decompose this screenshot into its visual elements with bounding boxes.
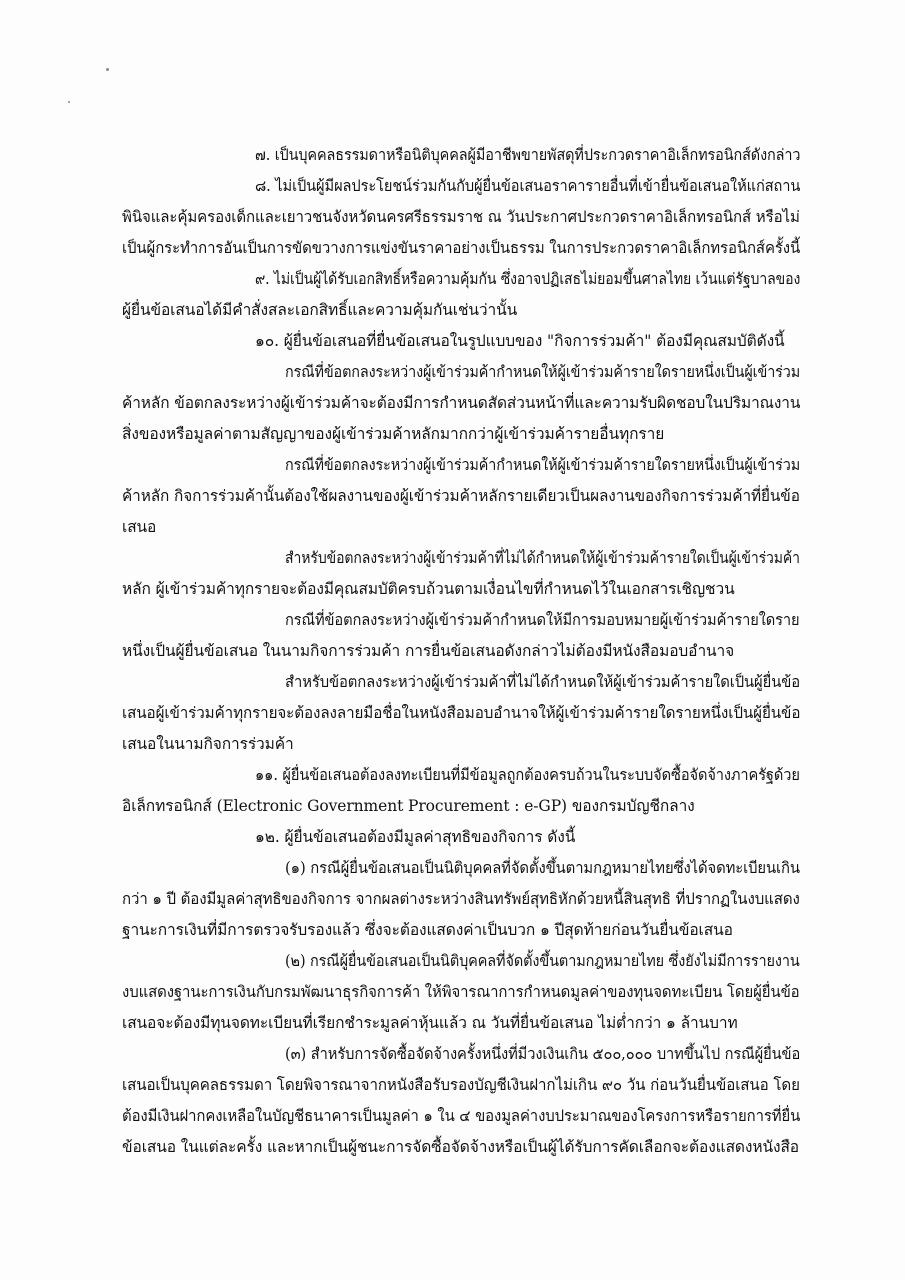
text-line: ต้องมีเงินฝากคงเหลือในบัญชีธนาคารเป็นมูลค่า ๑ ใน ๔ ของมูลค่างบประมาณของโครงการหรือรายการที่ยื่น xyxy=(122,1107,801,1125)
text-line: (๓) สำหรับการจัดซื้อจัดจ้างครั้งหนึ่งที่มีวงเงินเกิน ๕๐๐,๐๐๐ บาทขึ้นไป กรณีผู้ยื่นข้อ xyxy=(285,1045,801,1063)
text-line: ๑๒. ผู้ยื่นข้อเสนอต้องมีมูลค่าสุทธิของกิจการ ดังนี้ xyxy=(255,828,576,846)
text-line: (๒) กรณีผู้ยื่นข้อเสนอเป็นนิติบุคคลที่จัดตั้งขึ้นตามกฎหมายไทย ซึ่งยังไม่มีการรายงาน xyxy=(285,952,800,970)
text-line: ค้าหลัก กิจการร่วมค้านั้นต้องใช้ผลงานของผู้เข้าร่วมค้าหลักรายเดียวเป็นผลงานของกิจการร่วมค้าที่ยื่นข้อ xyxy=(122,487,800,505)
text-line: (๑) กรณีผู้ยื่นข้อเสนอเป็นนิติบุคคลที่จัดตั้งขึ้นตามกฎหมายไทยซึ่งได้จดทะเบียนเกิน xyxy=(285,859,800,877)
text-line: เป็นผู้กระทำการอันเป็นการขัดขวางการแข่งขันราคาอย่างเป็นธรรม ในการประกวดราคาอิเล็กทรอนิกส์ครั้งนี้ xyxy=(122,239,801,257)
text-line: เสนอผู้เข้าร่วมค้าทุกรายจะต้องลงลายมือชื่อในหนังสือมอบอำนาจให้ผู้เข้าร่วมค้ารายใดรายหนึ่งเป็นผู้ยื่นข้อ xyxy=(122,704,801,722)
text-line: สำหรับข้อตกลงระหว่างผู้เข้าร่วมค้าที่ไม่ได้กำหนดให้ผู้เข้าร่วมค้ารายใดเป็นผู้ยื่นข้อ xyxy=(285,673,800,691)
text-line: หนึ่งเป็นผู้ยื่นข้อเสนอ ในนามกิจการร่วมค้า การยื่นข้อเสนอดังกล่าวไม่ต้องมีหนังสือมอบอำนาจ xyxy=(122,642,735,660)
text-line: ฐานะการเงินที่มีการตรวจรับรองแล้ว ซึ่งจะต้องแสดงค่าเป็นบวก ๑ ปีสุดท้ายก่อนวันยื่นข้อเสนอ xyxy=(122,921,733,939)
text-line: กรณีที่ข้อตกลงระหว่างผู้เข้าร่วมค้ากำหนดให้มีการมอบหมายผู้เข้าร่วมค้ารายใดราย xyxy=(285,611,800,629)
text-line: ข้อเสนอ ในแต่ละครั้ง และหากเป็นผู้ชนะการจัดซื้อจัดจ้างหรือเป็นผู้ได้รับการคัดเลือกจะต้องแสดงหนังสือ xyxy=(122,1138,800,1156)
text-line: ค้าหลัก ข้อตกลงระหว่างผู้เข้าร่วมค้าจะต้องมีการกำหนดสัดส่วนหน้าที่และความรับผิดชอบในปริมาณงาน xyxy=(122,394,801,412)
text-line: อิเล็กทรอนิกส์ (Electronic Government Procurement : e-GP) ของกรมบัญชีกลาง xyxy=(122,797,695,815)
text-line: ๘. ไม่เป็นผู้มีผลประโยชน์ร่วมกันกับผู้ยื่นข้อเสนอราคารายอื่นที่เข้ายื่นข้อเสนอให้แก่สถาน xyxy=(255,177,801,195)
text-line: กรณีที่ข้อตกลงระหว่างผู้เข้าร่วมค้ากำหนดให้ผู้เข้าร่วมค้ารายใดรายหนึ่งเป็นผู้เข้าร่วม xyxy=(285,456,801,474)
text-line: งบแสดงฐานะการเงินกับกรมพัฒนาธุรกิจการค้า ให้พิจารณาการกำหนดมูลค่าของทุนจดทะเบียน โดยผู้ยื่นข้อ xyxy=(122,983,800,1001)
scan-speck xyxy=(68,101,70,103)
text-line: เสนอจะต้องมีทุนจดทะเบียนที่เรียกชำระมูลค่าหุ้นแล้ว ณ วันที่ยื่นข้อเสนอ ไม่ต่ำกว่า ๑ ล้านบาท xyxy=(122,1014,738,1032)
text-line: สำหรับข้อตกลงระหว่างผู้เข้าร่วมค้าที่ไม่ได้กำหนดให้ผู้เข้าร่วมค้ารายใดเป็นผู้เข้าร่วมค้า xyxy=(285,549,800,567)
text-line: ๑๐. ผู้ยื่นข้อเสนอที่ยื่นข้อเสนอในรูปแบบของ "กิจการร่วมค้า" ต้องมีคุณสมบัติดังนี้ xyxy=(255,332,785,350)
text-line: ๗. เป็นบุคคลธรรมดาหรือนิติบุคคลผู้มีอาชีพขายพัสดุที่ประกวดราคาอิเล็กทรอนิกส์ดังกล่าว xyxy=(255,146,801,164)
text-line: เสนอในนามกิจการร่วมค้า xyxy=(122,735,294,753)
text-line: กรณีที่ข้อตกลงระหว่างผู้เข้าร่วมค้ากำหนดให้ผู้เข้าร่วมค้ารายใดรายหนึ่งเป็นผู้เข้าร่วม xyxy=(285,363,801,381)
text-line: สิ่งของหรือมูลค่าตามสัญญาของผู้เข้าร่วมค้าหลักมากกว่าผู้เข้าร่วมค้ารายอื่นทุกราย xyxy=(122,425,665,443)
text-line: เสนอ xyxy=(122,518,157,536)
text-line: ผู้ยื่นข้อเสนอได้มีคำสั่งสละเอกสิทธิ์และความคุ้มกันเช่นว่านั้น xyxy=(122,301,518,319)
scan-speck xyxy=(106,68,109,71)
text-line: เสนอเป็นบุคคลธรรมดา โดยพิจารณาจากหนังสือรับรองบัญชีเงินฝากไม่เกิน ๙๐ วัน ก่อนวันยื่นข้อเสนอ โดย xyxy=(122,1076,800,1094)
text-line: กว่า ๑ ปี ต้องมีมูลค่าสุทธิของกิจการ จากผลต่างระหว่างสินทรัพย์สุทธิหักด้วยหนี้สินสุทธิ ที่ปรากฏในงบแสดง xyxy=(122,890,800,908)
text-line: ๑๑. ผู้ยื่นข้อเสนอต้องลงทะเบียนที่มีข้อมูลถูกต้องครบถ้วนในระบบจัดซื้อจัดจ้างภาครัฐด้วย xyxy=(255,766,800,784)
text-line: ๙. ไม่เป็นผู้ได้รับเอกสิทธิ์หรือความคุ้มกัน ซึ่งอาจปฏิเสธไม่ยอมขึ้นศาลไทย เว้นแต่รัฐบาลของ xyxy=(255,270,801,288)
text-line: หลัก ผู้เข้าร่วมค้าทุกรายจะต้องมีคุณสมบัติครบถ้วนตามเงื่อนไขที่กำหนดไว้ในเอกสารเชิญชวน xyxy=(122,580,735,598)
text-line: พินิจและคุ้มครองเด็กและเยาวชนจังหวัดนครศรีธรรมราช ณ วันประกาศประกวดราคาอิเล็กทรอนิกส์ หรือไม่ xyxy=(122,208,800,226)
